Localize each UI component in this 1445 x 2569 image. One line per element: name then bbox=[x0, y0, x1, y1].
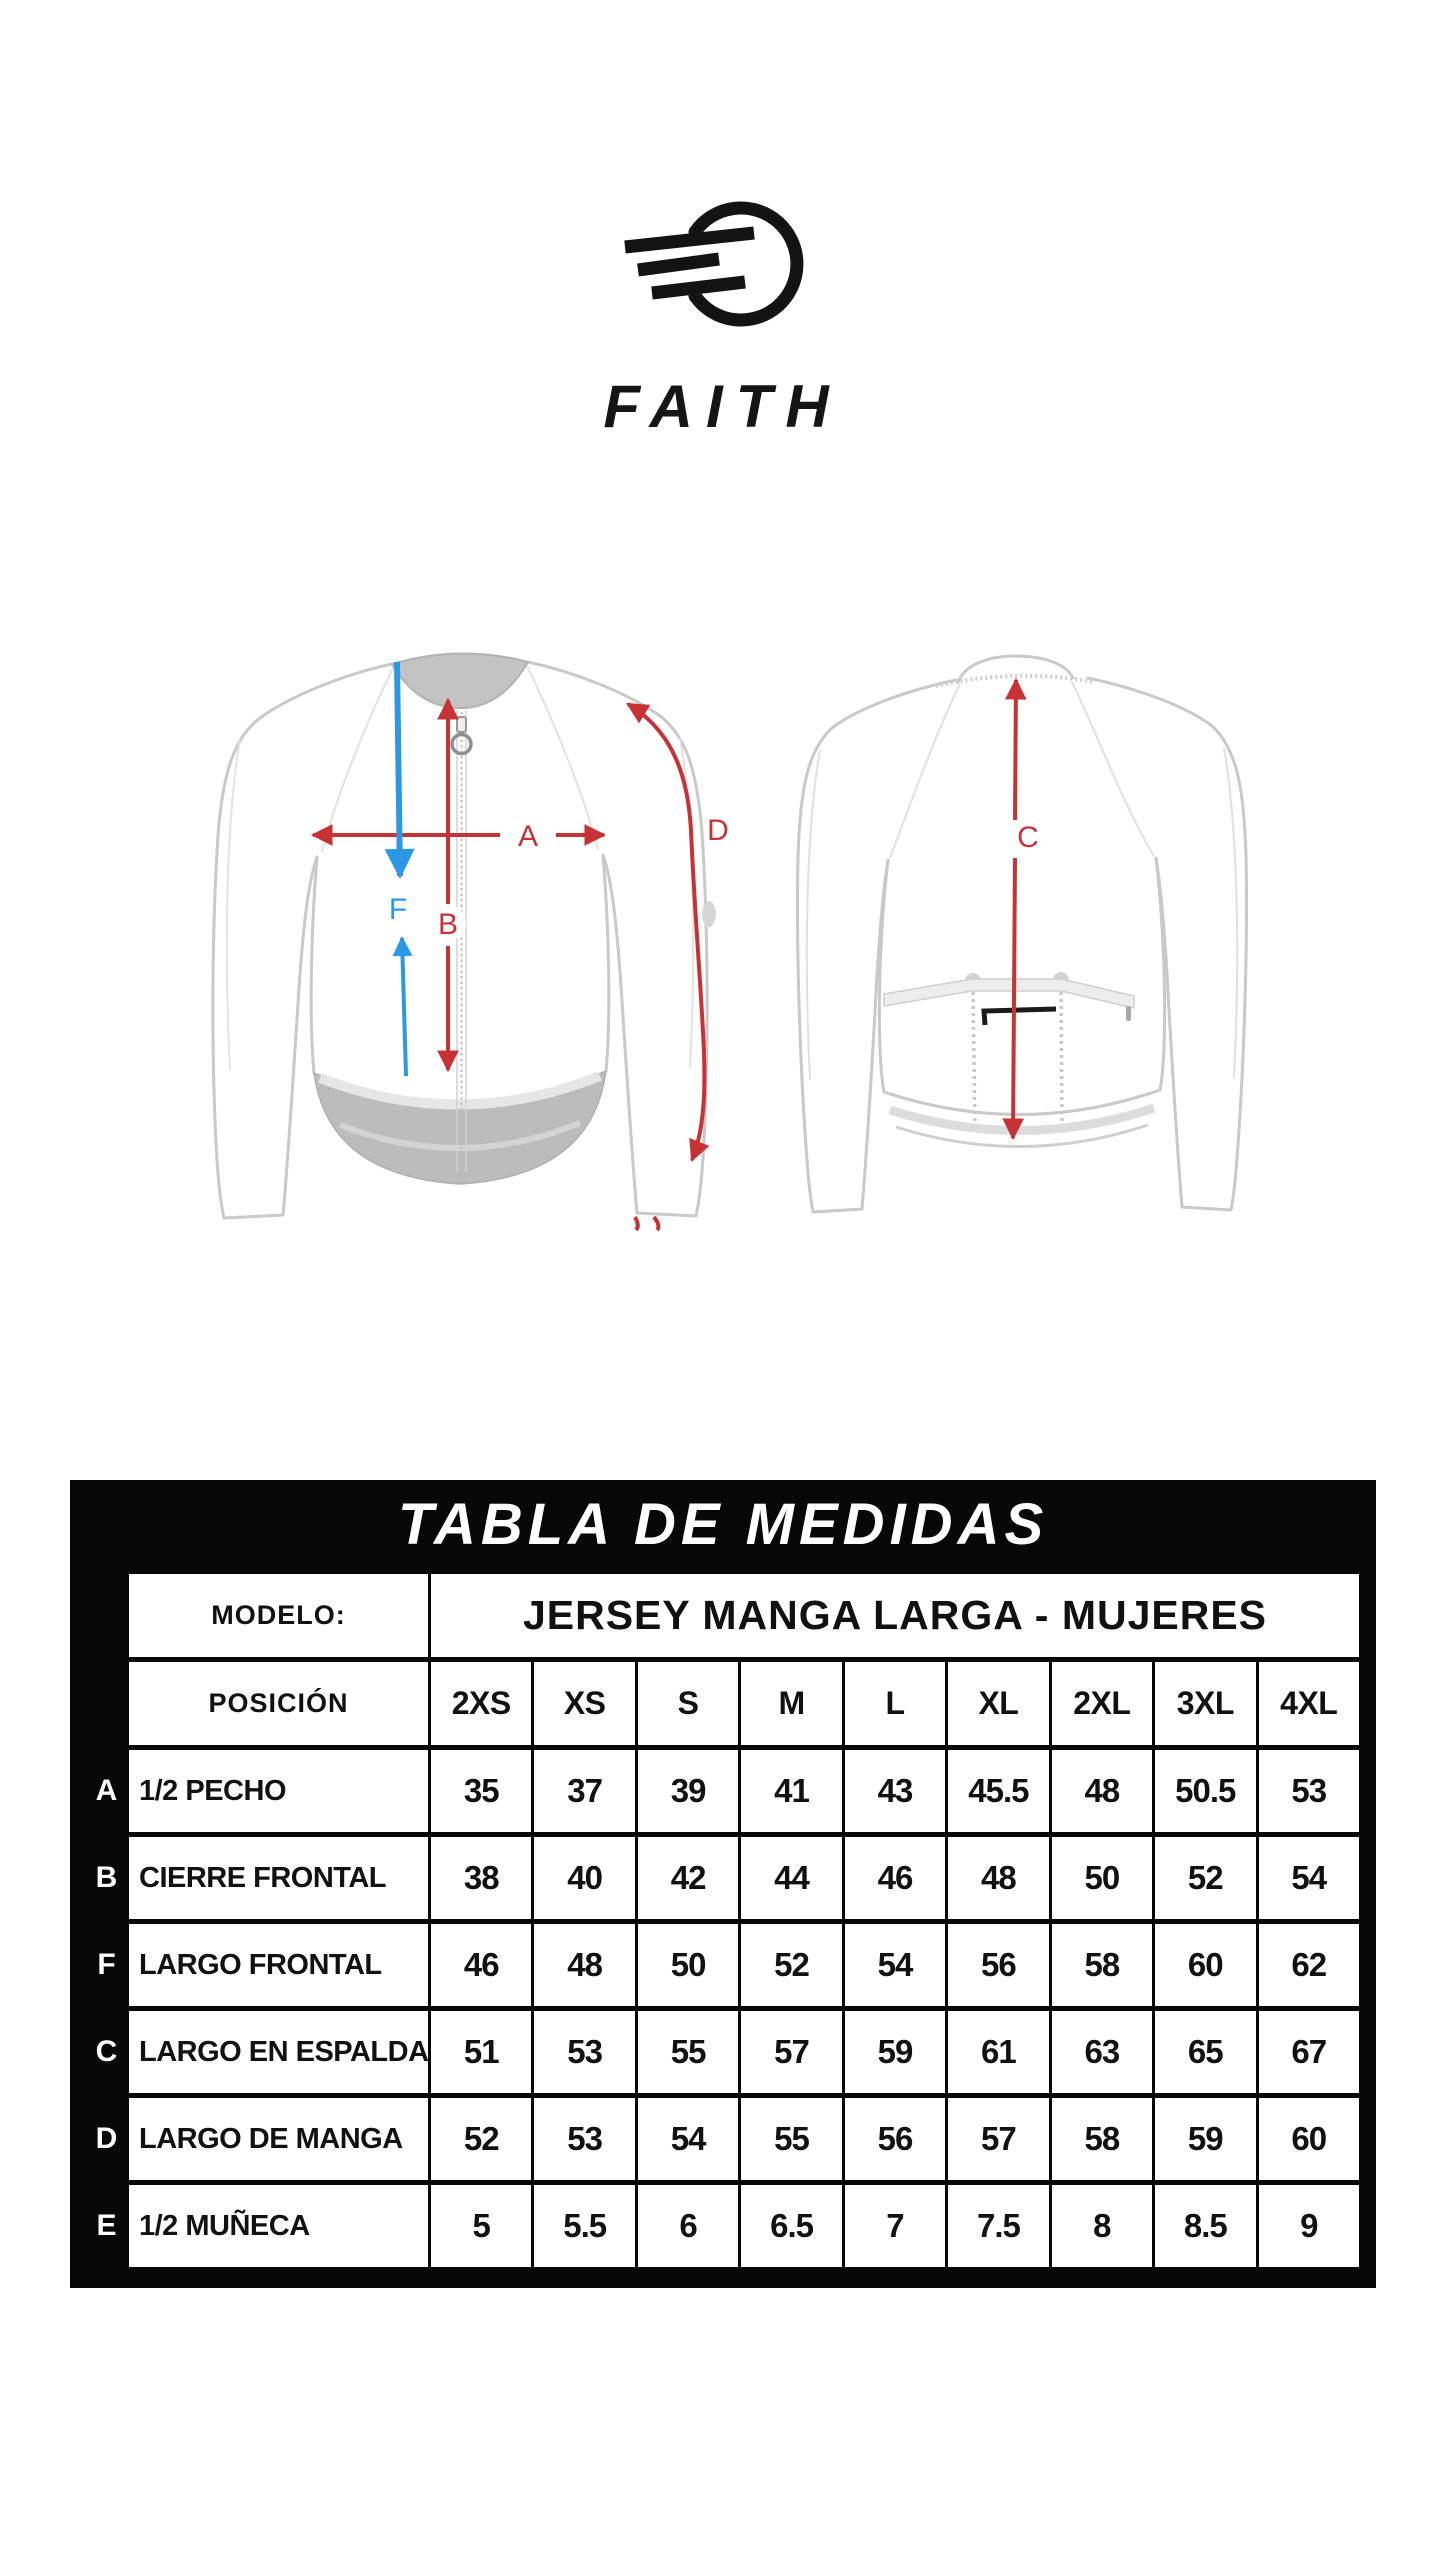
size-value-cell: 53 bbox=[533, 2009, 636, 2096]
size-value-cell: 50 bbox=[636, 1922, 739, 2009]
size-value-cell: 8 bbox=[1050, 2183, 1153, 2270]
size-value-cell: 52 bbox=[740, 1922, 843, 2009]
measure-label-D: D bbox=[707, 814, 729, 847]
size-value-cell: 60 bbox=[1154, 1922, 1257, 2009]
size-value-cell: 48 bbox=[1050, 1748, 1153, 1835]
size-value-cell: 37 bbox=[533, 1748, 636, 1835]
brand-name: FAITH bbox=[603, 373, 842, 440]
size-value-cell: 62 bbox=[1257, 1922, 1361, 2009]
size-value-cell: 59 bbox=[1154, 2096, 1257, 2183]
row-label: LARGO DE MANGA bbox=[128, 2096, 430, 2183]
size-value-cell: 53 bbox=[533, 2096, 636, 2183]
size-value-cell: 52 bbox=[430, 2096, 533, 2183]
size-header: 4XL bbox=[1257, 1660, 1361, 1748]
measure-label-F: F bbox=[388, 893, 408, 926]
size-header: 2XS bbox=[430, 1660, 533, 1748]
row-letter: B bbox=[86, 1835, 128, 1922]
size-value-cell: 61 bbox=[947, 2009, 1050, 2096]
measure-label-A: A bbox=[517, 820, 539, 853]
size-value-cell: 42 bbox=[636, 1835, 739, 1922]
back-pocket-zipper bbox=[984, 1009, 1056, 1025]
size-value-cell: 65 bbox=[1154, 2009, 1257, 2096]
front-collar bbox=[392, 653, 528, 708]
sizes-row bbox=[86, 1660, 1361, 1748]
back-jersey-seams bbox=[807, 682, 1237, 1080]
size-value-cell: 43 bbox=[843, 1748, 946, 1835]
size-value-cell: 5 bbox=[430, 2183, 533, 2270]
size-value-cell: 53 bbox=[1257, 1748, 1361, 1835]
measure-arrow-F bbox=[397, 662, 406, 1076]
size-header: S bbox=[636, 1660, 739, 1748]
size-value-cell: 38 bbox=[430, 1835, 533, 1922]
model-row bbox=[86, 1572, 1361, 1660]
table-row bbox=[86, 2009, 1361, 2096]
size-value-cell: 58 bbox=[1050, 2096, 1153, 2183]
letter-spacer bbox=[86, 1572, 128, 1660]
back-jersey-diagram bbox=[760, 620, 1320, 1240]
row-letter: C bbox=[86, 2009, 128, 2096]
size-value-cell: 67 bbox=[1257, 2009, 1361, 2096]
size-header: XL bbox=[947, 1660, 1050, 1748]
row-label: LARGO EN ESPALDA bbox=[128, 2009, 430, 2096]
row-label: LARGO FRONTAL bbox=[128, 1922, 430, 2009]
letter-spacer bbox=[86, 1660, 128, 1748]
size-value-cell: 46 bbox=[843, 1835, 946, 1922]
size-value-cell: 48 bbox=[533, 1922, 636, 2009]
front-hem bbox=[314, 1071, 606, 1184]
size-value-cell: 46 bbox=[430, 1922, 533, 2009]
size-value-cell: 51 bbox=[430, 2009, 533, 2096]
table-row bbox=[86, 1748, 1361, 1835]
size-value-cell: 9 bbox=[1257, 2183, 1361, 2270]
size-header: M bbox=[740, 1660, 843, 1748]
model-value: JERSEY MANGA LARGA - MUJERES bbox=[430, 1572, 1361, 1660]
row-label: CIERRE FRONTAL bbox=[128, 1835, 430, 1922]
row-letter: E bbox=[86, 2183, 128, 2270]
size-value-cell: 56 bbox=[947, 1922, 1050, 2009]
size-value-cell: 55 bbox=[636, 2009, 739, 2096]
table-row bbox=[86, 1835, 1361, 1922]
size-value-cell: 5.5 bbox=[533, 2183, 636, 2270]
size-value-cell: 54 bbox=[636, 2096, 739, 2183]
row-label: 1/2 PECHO bbox=[128, 1748, 430, 1835]
sleeve-patch bbox=[702, 901, 716, 927]
cropped-wrist-mark bbox=[635, 1217, 658, 1230]
row-label: 1/2 MUÑECA bbox=[128, 2183, 430, 2270]
size-value-cell: 6 bbox=[636, 2183, 739, 2270]
table-row bbox=[86, 2183, 1361, 2270]
table-row bbox=[86, 1922, 1361, 2009]
row-letter: F bbox=[86, 1922, 128, 2009]
position-label: POSICIÓN bbox=[128, 1660, 430, 1748]
size-value-cell: 45.5 bbox=[947, 1748, 1050, 1835]
front-jersey-diagram bbox=[180, 620, 740, 1240]
measure-arrow-C bbox=[1013, 680, 1016, 1138]
size-value-cell: 50 bbox=[1050, 1835, 1153, 1922]
size-header: 2XL bbox=[1050, 1660, 1153, 1748]
size-header: 3XL bbox=[1154, 1660, 1257, 1748]
size-value-cell: 56 bbox=[843, 2096, 946, 2183]
size-value-cell: 55 bbox=[740, 2096, 843, 2183]
size-value-cell: 57 bbox=[740, 2009, 843, 2096]
size-value-cell: 54 bbox=[1257, 1835, 1361, 1922]
size-value-cell: 57 bbox=[947, 2096, 1050, 2183]
size-header: XS bbox=[533, 1660, 636, 1748]
size-value-cell: 58 bbox=[1050, 1922, 1153, 2009]
size-header: L bbox=[843, 1660, 946, 1748]
row-letter: A bbox=[86, 1748, 128, 1835]
measure-label-C: C bbox=[1017, 821, 1039, 854]
size-value-cell: 59 bbox=[843, 2009, 946, 2096]
size-value-cell: 7 bbox=[843, 2183, 946, 2270]
size-value-cell: 52 bbox=[1154, 1835, 1257, 1922]
measure-label-B: B bbox=[437, 908, 459, 941]
size-value-cell: 41 bbox=[740, 1748, 843, 1835]
size-value-cell: 40 bbox=[533, 1835, 636, 1922]
table-row bbox=[86, 2096, 1361, 2183]
size-table-panel bbox=[70, 1480, 1376, 2288]
size-value-cell: 54 bbox=[843, 1922, 946, 2009]
model-label: MODELO: bbox=[128, 1572, 430, 1660]
size-value-cell: 44 bbox=[740, 1835, 843, 1922]
size-value-cell: 39 bbox=[636, 1748, 739, 1835]
size-value-cell: 7.5 bbox=[947, 2183, 1050, 2270]
size-value-cell: 60 bbox=[1257, 2096, 1361, 2183]
size-table bbox=[84, 1569, 1362, 2272]
size-value-cell: 50.5 bbox=[1154, 1748, 1257, 1835]
size-value-cell: 6.5 bbox=[740, 2183, 843, 2270]
size-value-cell: 63 bbox=[1050, 2009, 1153, 2096]
faith-speed-circle-icon bbox=[568, 186, 878, 356]
size-value-cell: 8.5 bbox=[1154, 2183, 1257, 2270]
size-table-title: TABLA DE MEDIDAS bbox=[397, 1492, 1049, 1557]
brand-logo bbox=[0, 186, 1445, 441]
size-value-cell: 35 bbox=[430, 1748, 533, 1835]
size-value-cell: 48 bbox=[947, 1835, 1050, 1922]
row-letter: D bbox=[86, 2096, 128, 2183]
